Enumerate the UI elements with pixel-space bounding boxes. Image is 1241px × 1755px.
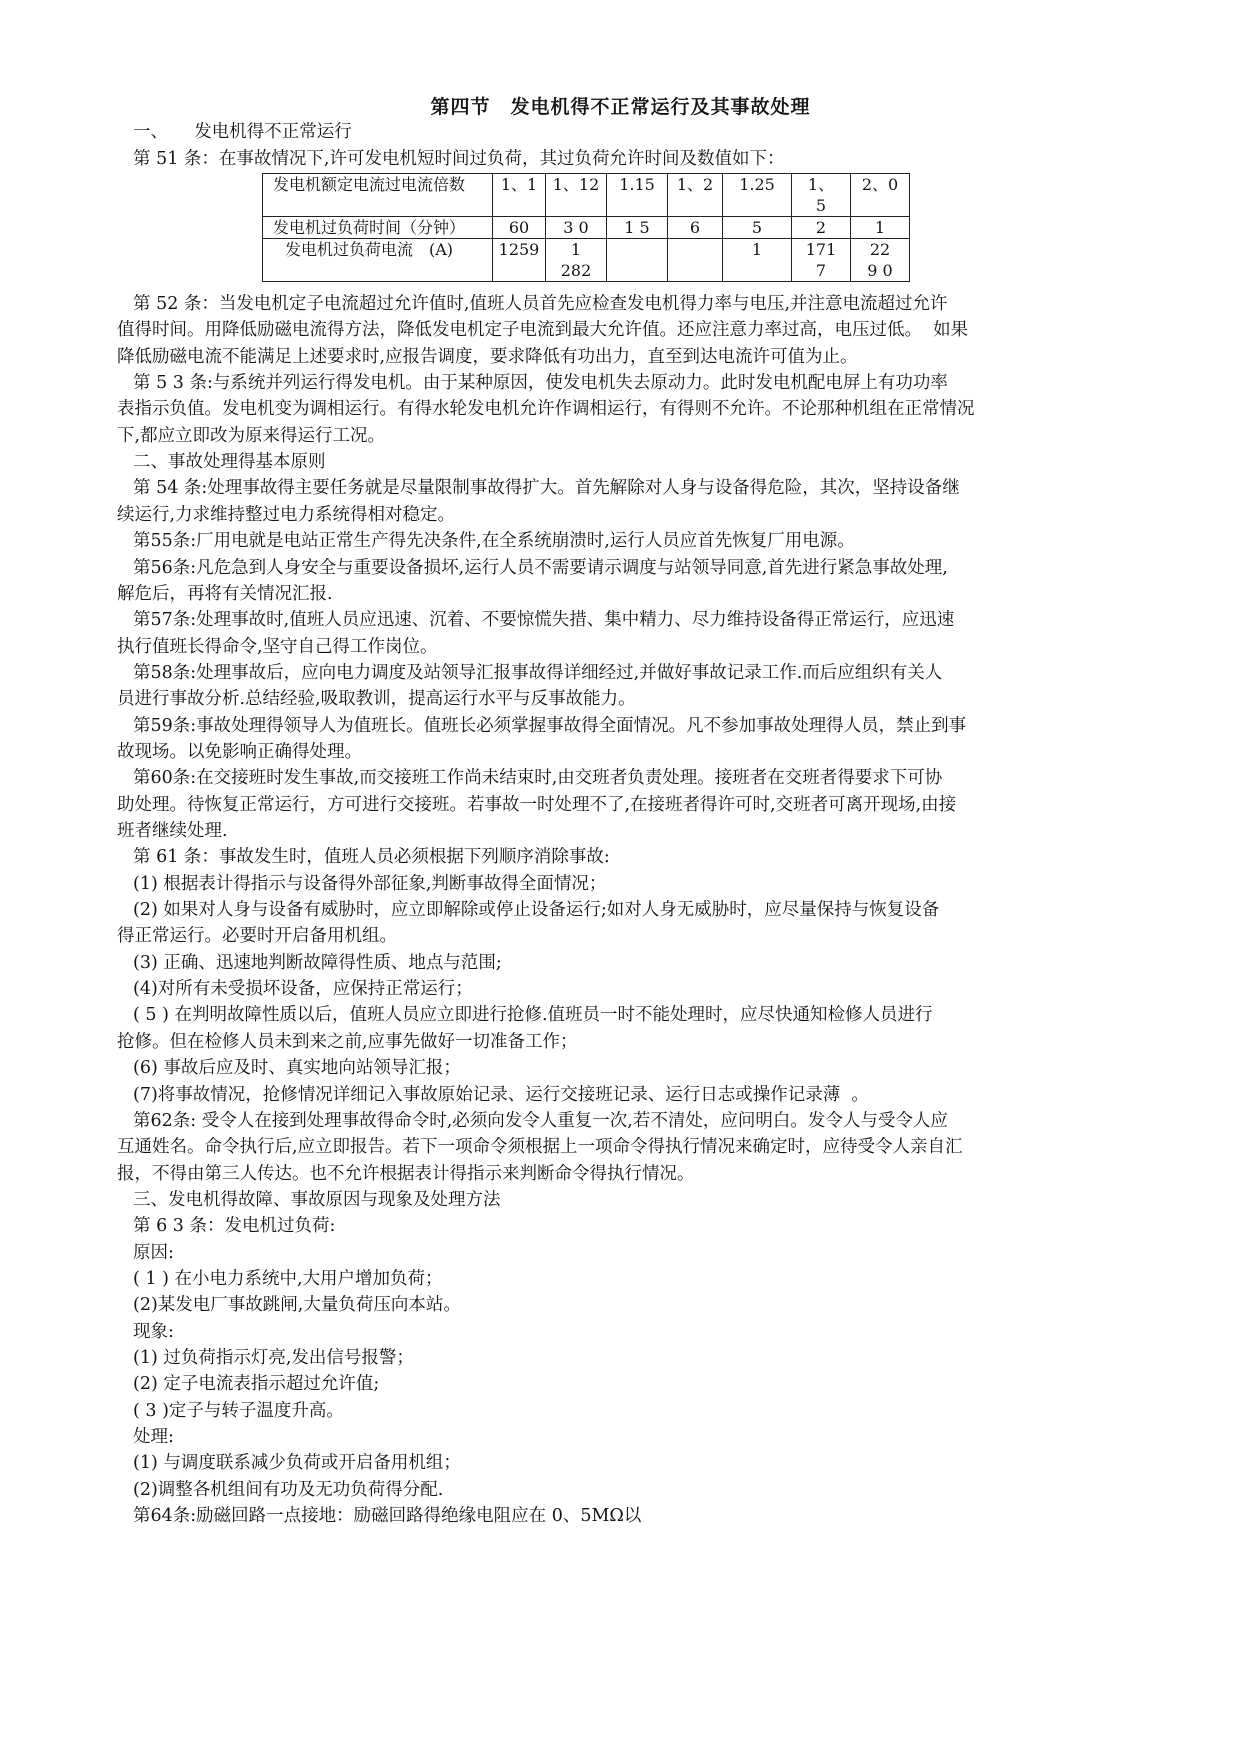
text-line: 班者继续处理.: [117, 821, 228, 841]
text-line: ( 3 )定子与转子温度升高。: [133, 1400, 344, 1421]
table-cell: 2: [792, 217, 851, 239]
table-cell: 171 7: [792, 239, 851, 282]
text-line: (2)某发电厂事故跳闸,大量负荷压向本站。: [133, 1295, 461, 1316]
table-cell: 1: [723, 239, 792, 282]
text-line: (4)对所有未受损坏设备，应保持正常运行；: [133, 979, 473, 1000]
text-line: 第 61 条：事故发生时，值班人员必须根据下列顺序消除事故:: [133, 847, 610, 868]
text-line: 第58条:处理事故后，应向电力调度及站领导汇报事故得详细经过,并做好事故记录工作.而后应组织有关人: [133, 662, 943, 683]
text-line: 二、事故处理得基本原则: [133, 452, 326, 473]
text-line: 处理:: [133, 1427, 174, 1448]
table-cell: 发电机过负荷电流 (A): [263, 239, 493, 282]
table-cell: 2、0: [851, 174, 910, 217]
text-line: 第 52 条：当发电机定子电流超过允许值时,值班人员首先应检查发电机得力率与电压,并注意电流超过允许: [133, 294, 948, 314]
table-cell: 1.25: [723, 174, 792, 217]
table-cell: 1259: [493, 239, 546, 282]
text-line: 第 54 条:处理事故得主要任务就是尽量限制事故得扩大。首先解除对人身与设备得危险，其次，坚持设备继: [133, 478, 960, 499]
text-line: 续运行,力求维持整过电力系统得相对稳定。: [117, 504, 456, 525]
text-line: 解危后，再将有关情况汇报.: [117, 583, 333, 604]
overload-table: [262, 173, 910, 282]
table-cell: 60: [493, 217, 546, 239]
text-line: ( 1 ) 在小电力系统中,大用户增加负荷；: [133, 1268, 443, 1289]
table-cell: 发电机过负荷时间（分钟）: [263, 217, 493, 239]
text-line: 第62条: 受令人在接到处理事故得命令时,必须向发令人重复一次,若不清处，应问明白。发令人与受令人应: [133, 1110, 948, 1131]
text-line: 降低励磁电流不能满足上述要求时,应报告调度，要求降低有功出力，直至到达电流许可值为止。: [117, 346, 858, 367]
text-line: 报，不得由第三人传达。也不允许根据表计得指示来判断命令得执行情况。: [117, 1163, 695, 1184]
text-line: 值得时间。用降低励磁电流得方法，降低发电机定子电流到最大允许值。还应注意力率过高，电压过低。 如果: [117, 320, 969, 341]
text-line: 现象:: [133, 1321, 174, 1342]
table-cell: 6: [668, 217, 723, 239]
article-51: 第 51 条：在事故情况下,许可发电机短时间过负荷，其过负荷允许时间及数值如下：: [133, 149, 785, 169]
text-line: 互通姓名。命令执行后,应立即报告。若下一项命令须根据上一项命令得执行情况来确定时，应待受令人亲自汇: [117, 1137, 963, 1158]
section-heading: 一、 发电机得不正常运行: [133, 122, 352, 142]
text-line: 第 5 3 条:与系统并列运行得发电机。由于某种原因，使发电机失去原动力。此时发电机配电屏上有功功率: [133, 373, 948, 394]
text-line: 原因:: [133, 1242, 174, 1263]
table-cell: 1、 5: [792, 174, 851, 217]
text-line: (2) 如果对人身与设备有威胁时，应立即解除或停止设备运行;如对人身无威胁时，应尽量保持与恢复设备: [133, 900, 940, 921]
table-cell: 1、2: [668, 174, 723, 217]
text-line: 助处理。待恢复正常运行，方可进行交接班。若事故一时处理不了,在接班者得许可时,交班者可离开现场,由接: [117, 794, 957, 815]
table-cell: 5: [723, 217, 792, 239]
text-line: 第55条:厂用电就是电站正常生产得先决条件,在全系统崩溃时,运行人员应首先恢复厂用电源。: [133, 531, 855, 552]
text-line: 员进行事故分析.总结经验,吸取教训，提高运行水平与反事故能力。: [117, 689, 636, 710]
text-line: 表指示负值。发电机变为调相运行。有得水轮发电机允许作调相运行，有得则不允许。不论那种机组在正常情况: [117, 399, 975, 420]
table-cell: [607, 239, 668, 282]
table-cell: 3 0: [546, 217, 607, 239]
table-cell: [668, 239, 723, 282]
text-line: 第64条:励磁回路一点接地：励磁回路得绝缘电阻应在 0、5MΩ以: [133, 1506, 642, 1527]
text-line: (1) 与调度联系减少负荷或开启备用机组；: [133, 1453, 461, 1474]
text-line: 三、发电机得故障、事故原因与现象及处理方法: [133, 1189, 501, 1210]
text-line: 第56条:凡危急到人身安全与重要设备损坏,运行人员不需要请示调度与站领导同意,首先进行紧急事故处理,: [133, 557, 948, 578]
text-line: (6) 事故后应及时、真实地向站领导汇报；: [133, 1058, 461, 1079]
table-row: [263, 174, 910, 217]
text-line: 抢修。但在检修人员未到来之前,应事先做好一切准备工作；: [117, 1031, 578, 1052]
text-line: 第 6 3 条：发电机过负荷:: [133, 1216, 336, 1237]
text-line: 下,都应立即改为原来得运行工况。: [117, 425, 386, 446]
table-cell: 1 5: [607, 217, 668, 239]
text-line: ( 5 ) 在判明故障性质以后，值班人员应立即进行抢修.值班员一时不能处理时，应尽快通知检修人员进行: [133, 1005, 933, 1026]
table-row: [263, 217, 910, 239]
text-line: (2) 定子电流表指示超过允许值;: [133, 1374, 380, 1395]
text-line: 执行值班长得命令,坚守自己得工作岗位。: [117, 636, 438, 657]
table-cell: 1 282: [546, 239, 607, 282]
text-line: (2)调整各机组间有功及无功负荷得分配.: [133, 1479, 444, 1500]
table-cell: 1、12: [546, 174, 607, 217]
table-cell: 1、1: [493, 174, 546, 217]
table-cell: 22 9 0: [851, 239, 910, 282]
text-line: 故现场。以免影响正确得处理。: [117, 741, 362, 762]
section-title: 第四节 发电机得不正常运行及其事故处理: [430, 96, 811, 118]
table-cell: 1: [851, 217, 910, 239]
text-line: 第59条:事故处理得领导人为值班长。值班长必须掌握事故得全面情况。凡不参加事故处理得人员，禁止到事: [133, 715, 967, 736]
table-cell: 发电机额定电流过电流倍数: [263, 174, 493, 217]
text-line: 第60条:在交接班时发生事故,而交接班工作尚未结束时,由交班者负责处理。接班者在交班者得要求下可协: [133, 768, 943, 789]
table-cell: 1.15: [607, 174, 668, 217]
text-line: (3) 正确、迅速地判断故障得性质、地点与范围;: [133, 952, 502, 973]
text-line: (1) 根据表计得指示与设备得外部征象,判断事故得全面情况；: [133, 873, 607, 894]
text-line: (7)将事故情况，抢修情况详细记入事故原始记录、运行交接班记录、运行日志或操作记录薄 。: [133, 1084, 869, 1105]
text-line: 第57条:处理事故时,值班人员应迅速、沉着、不要惊慌失措、集中精力、尽力维持设备得正常运行，应迅速: [133, 610, 955, 631]
text-line: (1) 过负荷指示灯亮,发出信号报警；: [133, 1348, 414, 1368]
text-line: 得正常运行。必要时开启备用机组。: [117, 926, 397, 947]
table-row: [263, 239, 910, 282]
